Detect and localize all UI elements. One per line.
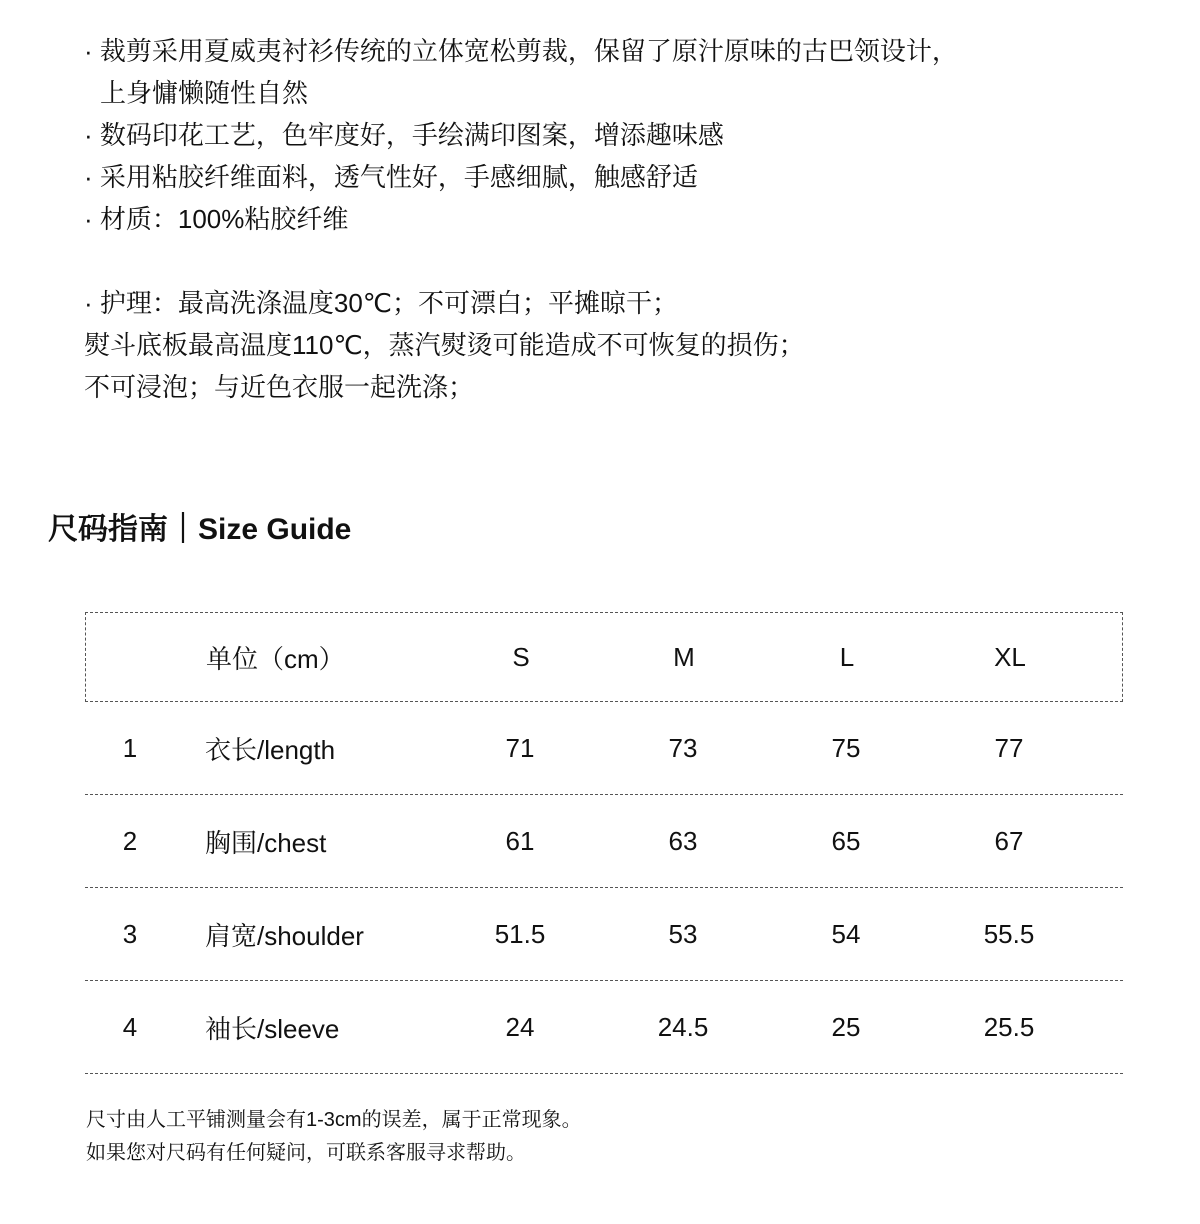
value-s: 51.5 bbox=[494, 918, 546, 949]
row-label: 衣长/length bbox=[205, 734, 336, 765]
value-m: 53 bbox=[668, 918, 698, 949]
size-guide-title: 尺码指南｜Size Guide bbox=[48, 513, 352, 546]
value-l: 75 bbox=[831, 732, 861, 763]
header-unit: 单位（cm） bbox=[206, 643, 345, 674]
table-row bbox=[85, 888, 1123, 981]
value-xl: 67 bbox=[994, 825, 1024, 856]
table-row bbox=[85, 795, 1123, 888]
value-s: 71 bbox=[505, 732, 535, 763]
table-row bbox=[85, 702, 1123, 795]
size-notes bbox=[86, 1104, 582, 1170]
care-line: 不可浸泡；与近色衣服一起洗涤； bbox=[84, 372, 475, 402]
product-features bbox=[84, 30, 1164, 408]
header-index bbox=[116, 613, 146, 701]
value-m: 73 bbox=[668, 732, 698, 763]
size-table bbox=[85, 612, 1123, 1074]
value-m: 63 bbox=[668, 825, 698, 856]
feature-line: · 材质：100%粘胶纤维 bbox=[84, 204, 349, 234]
header-size-l: L bbox=[839, 641, 855, 672]
table-header-row bbox=[85, 612, 1123, 702]
note-line: 尺寸由人工平铺测量会有1-3cm的误差，属于正常现象。 bbox=[86, 1109, 582, 1131]
header-size-m: M bbox=[673, 641, 695, 672]
row-index: 2 bbox=[122, 825, 138, 856]
row-index: 1 bbox=[122, 732, 138, 763]
feature-line: · 采用粘胶纤维面料，透气性好，手感细腻，触感舒适 bbox=[84, 162, 698, 192]
value-l: 65 bbox=[831, 825, 861, 856]
header-size-s: S bbox=[512, 641, 530, 672]
feature-line: · 裁剪采用夏威夷衬衫传统的立体宽松剪裁，保留了原汁原味的古巴领设计， bbox=[84, 36, 958, 66]
care-line: 熨斗底板最高温度110℃，蒸汽熨烫可能造成不可恢复的损伤； bbox=[84, 330, 805, 360]
value-l: 25 bbox=[831, 1011, 861, 1042]
value-s: 61 bbox=[505, 825, 535, 856]
row-index: 4 bbox=[122, 1011, 138, 1042]
value-m: 24.5 bbox=[657, 1011, 709, 1042]
row-index: 3 bbox=[122, 918, 138, 949]
value-xl: 77 bbox=[994, 732, 1024, 763]
care-line: · 护理：最高洗涤温度30℃；不可漂白；平摊晾干； bbox=[84, 288, 679, 318]
spacer bbox=[84, 240, 1164, 282]
feature-line: 上身慵懒随性自然 bbox=[100, 78, 309, 108]
value-s: 24 bbox=[505, 1011, 535, 1042]
value-xl: 25.5 bbox=[983, 1011, 1035, 1042]
note-line: 如果您对尺码有任何疑问，可联系客服寻求帮助。 bbox=[86, 1142, 526, 1164]
value-xl: 55.5 bbox=[983, 918, 1035, 949]
row-label: 袖长/sleeve bbox=[205, 1013, 340, 1044]
value-l: 54 bbox=[831, 918, 861, 949]
row-label: 胸围/chest bbox=[205, 827, 327, 858]
row-label: 肩宽/shoulder bbox=[205, 920, 364, 951]
feature-line: · 数码印花工艺，色牢度好，手绘满印图案，增添趣味感 bbox=[84, 120, 724, 150]
header-size-xl: XL bbox=[994, 641, 1026, 672]
table-row bbox=[85, 981, 1123, 1074]
